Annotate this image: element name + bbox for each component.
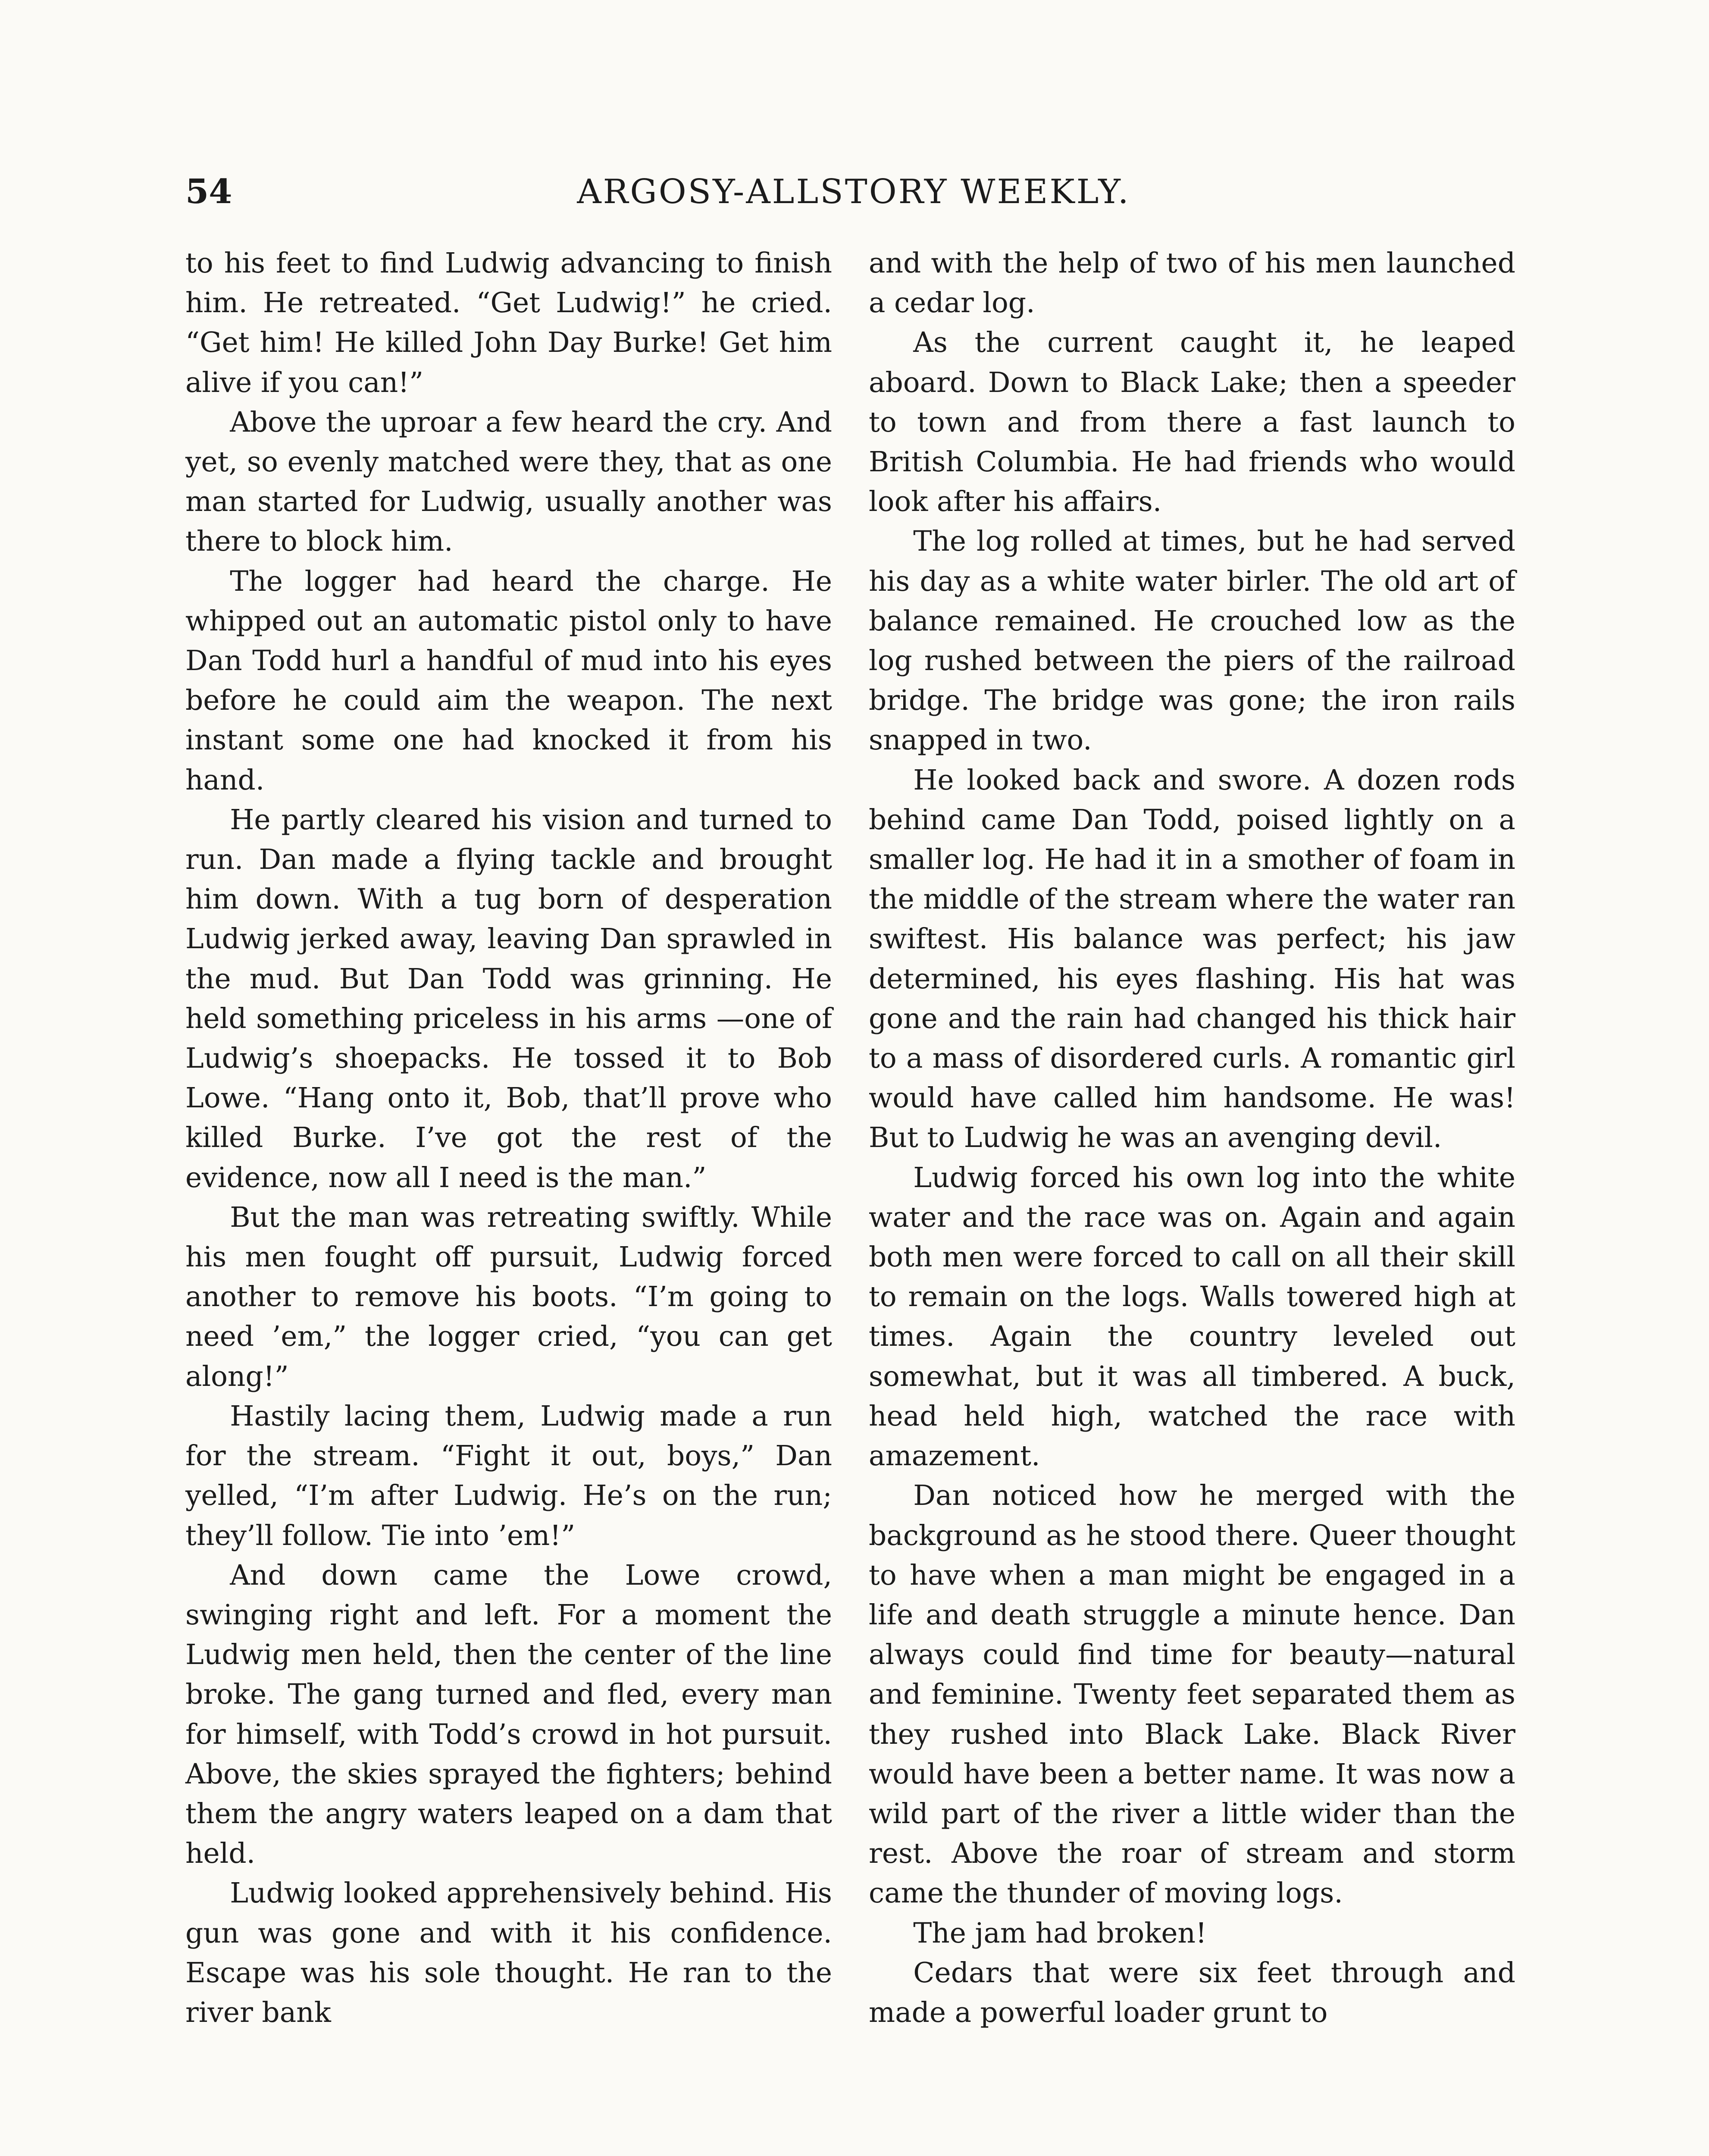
paragraph: He partly cleared his vision and turned to run. Dan made a flying tackle and brought him down. With a tug born of desperation Ludwig jerked away, leaving Dan sprawled in the mud. But Dan Todd was grinning. He held something priceless in his arms —one of Ludwig’s shoepacks. He tossed it to Bob Lowe. “Hang onto it, Bob, that’ll prove who killed Burke. I’ve got the rest of the evidence, now all I need is the man.” [185,803,832,1194]
page-header [185,164,1522,220]
paragraph: Cedars that were six feet through and made a powerful loader grunt to [869,1956,1515,2029]
paragraph: to his feet to find Ludwig advancing to finish him. He retreated. “Get Ludwig!” he cried. “Get him! He killed John Day Burke! Get him alive if you can!” [185,247,832,399]
paragraph: Ludwig forced his own log into the white water and the race was on. Again and again both men were forced to call on all their skill to remain on the logs. Walls towered high at times. Again the country leveled out somewhat, but it was all timbered. A buck, head held high, watched the race with amazement. [869,1161,1515,1473]
paragraph: The logger had heard the charge. He whipped out an automatic pistol only to have Dan Todd hurl a handful of mud into his eyes before he could aim the weapon. The next instant some one had knocked it from his hand. [185,565,832,796]
paragraph: But the man was retreating swiftly. While his men fought off pursuit, Ludwig forced another to remove his boots. “I’m going to need ’em,” the logger cried, “you can get along!” [185,1201,832,1393]
paragraph: Dan noticed how he merged with the background as he stood there. Queer thought to have when a man might be engaged in a life and death struggle a minute hence. Dan always could find time for beauty—natural and feminine. Twenty feet separated them as they rushed into Black Lake. Black River would have been a better name. It was now a wild part of the river a little wider than the rest. Above the roar of stream and storm came the thunder of moving logs. [869,1479,1515,1910]
paragraph: As the current caught it, he leaped aboard. Down to Black Lake; then a speeder to town and from there a fast launch to British Columbia. He had friends who would look after his affairs. [869,326,1515,518]
paragraph: And down came the Lowe crowd, swinging right and left. For a moment the Ludwig men held, then the center of the line broke. The gang turned and fled, every man for himself, with Todd’s crowd in hot pursuit. Above, the skies sprayed the fighters; behind them the angry waters leaped on a dam that held. [185,1559,832,1870]
paragraph: Ludwig looked apprehensively behind. His gun was gone and with it his confidence. Escape was his sole thought. He ran to the river bank [185,1877,832,2029]
paragraph: and with the help of two of his men launched a cedar log. [869,247,1515,320]
page-number: 54 [185,172,232,211]
paragraph: Above the uproar a few heard the cry. And yet, so evenly matched were they, that as one man started for Ludwig, usually another was there to block him. [185,406,832,558]
paragraph: The log rolled at times, but he had served his day as a white water birler. The old art of balance remained. He crouched low as the log rushed between the piers of the railroad bridge. The bridge was gone; the iron rails snapped in two. [869,525,1515,757]
right-column [869,244,1515,2033]
paragraph: Hastily lacing them, Ludwig made a run for the stream. “Fight it out, boys,” Dan yelled, “I’m after Ludwig. He’s on the run; they’ll follow. Tie into ’em!” [185,1400,832,1552]
left-column [185,244,832,2033]
paragraph: The jam had broken! [913,1917,1207,1949]
running-head: ARGOSY-ALLSTORY WEEKLY. [577,172,1130,211]
paragraph: He looked back and swore. A dozen rods behind came Dan Todd, poised lightly on a smaller log. He had it in a smother of foam in the middle of the stream where the water ran swiftest. His balance was perfect; his jaw determined, his eyes flashing. His hat was gone and the rain had changed his thick hair to a mass of disordered curls. A romantic girl would have called him handsome. He was! But to Ludwig he was an avenging devil. [869,764,1515,1154]
